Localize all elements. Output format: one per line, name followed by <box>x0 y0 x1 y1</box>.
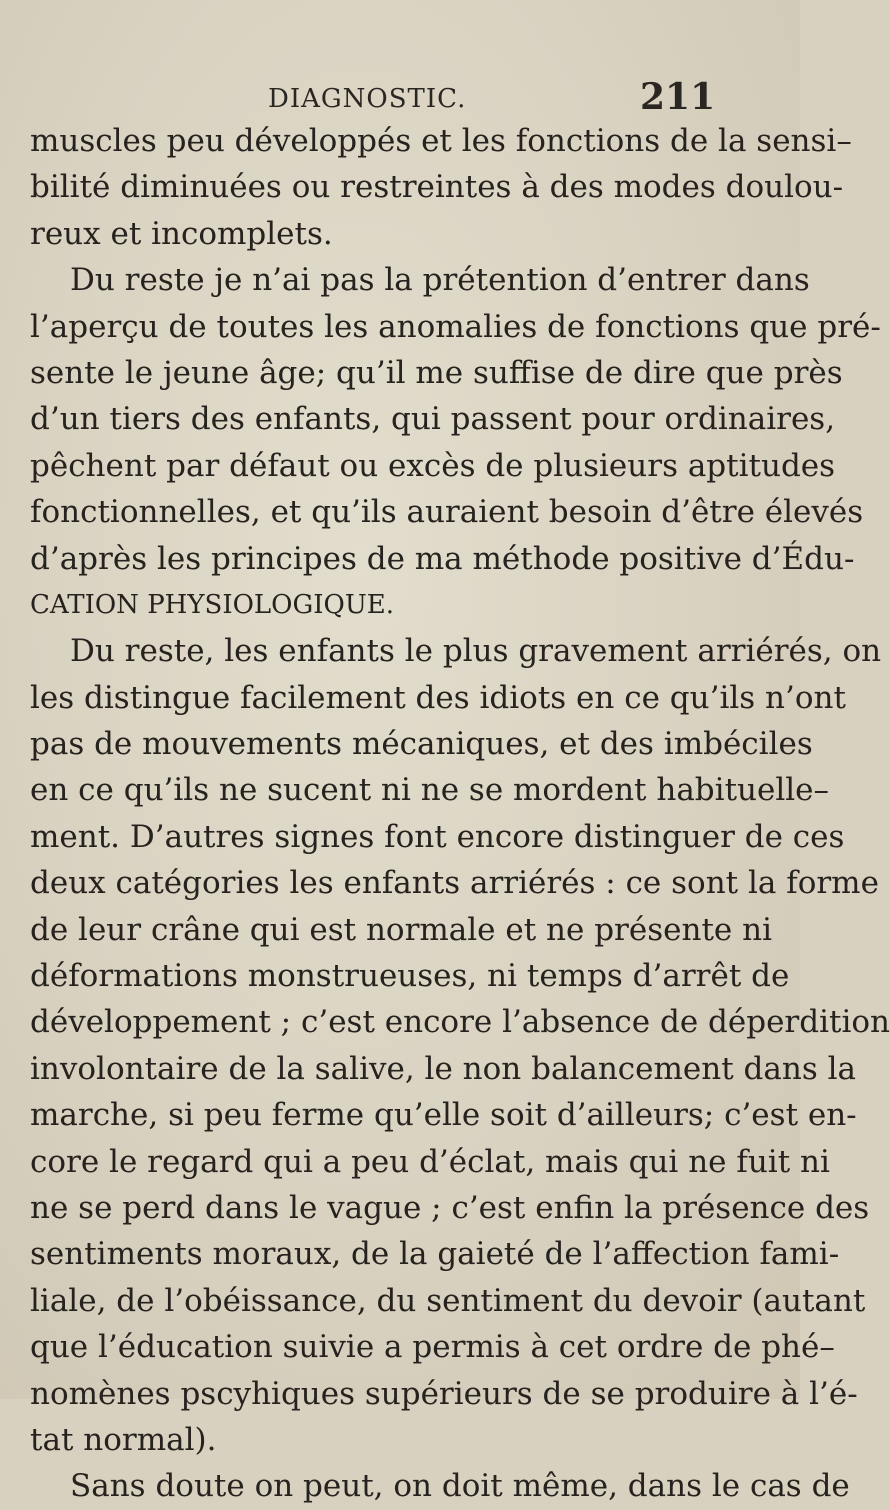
text-line: involontaire de la salive, le non balancement dans la <box>30 1050 856 1087</box>
text-line: en ce qu’ils ne sucent ni ne se mordent habituelle– <box>30 772 830 809</box>
text-line: muscles peu développés et les fonctions de la sensi– <box>30 123 852 159</box>
text-line: fonctionnelles, et qu’ils auraient besoin d’être élevés <box>30 494 864 531</box>
text-line: ment. D’autres signes font encore distinguer de ces <box>30 818 845 855</box>
text-line: pas de mouvements mécaniques, et des imbéciles <box>30 726 813 763</box>
text-line: les distingue facilement des idiots en ce qu’ils n’ont <box>30 679 846 716</box>
text-line: sente le jeune âge; qu’il me suffise de dire que près <box>30 354 843 391</box>
text-line: de leur crâne qui est normale et ne présente ni <box>30 911 772 948</box>
text-line: déformations monstrueuses, ni temps d’arrêt de <box>30 958 790 995</box>
text-line: deux catégories les enfants arriérés : ce sont la forme <box>30 865 879 902</box>
text-line: ne se perd dans le vague ; c’est enfin la présence des <box>30 1189 870 1226</box>
text-line: bilité diminuées ou restreintes à des modes doulou- <box>30 169 844 206</box>
paragraph-start-line: Du reste, les enfants le plus gravement arriérés, on <box>70 633 882 670</box>
text-line: reux et incomplets. <box>30 215 333 252</box>
text-line: nomènes pscyhiques supérieurs de se produire à l’é- <box>30 1375 858 1412</box>
text-line: tat normal). <box>30 1421 217 1458</box>
running-head: DIAGNOSTIC. <box>268 84 467 114</box>
text-line: liale, de l’obéissance, du sentiment du devoir (autant <box>30 1282 866 1319</box>
text-line: core le regard qui a peu d’éclat, mais qui ne fuit ni <box>30 1143 830 1180</box>
text-line: pêchent par défaut ou excès de plusieurs aptitudes <box>30 447 836 484</box>
text-line: développement ; c’est encore l’absence de déperdition <box>30 1004 890 1041</box>
paragraph-start-line: Sans doute on peut, on doit même, dans le cas de <box>70 1468 850 1505</box>
text-line: sentiments moraux, de la gaieté de l’affection fami- <box>30 1236 840 1273</box>
body-text <box>30 118 890 1510</box>
text-line: l’aperçu de toutes les anomalies de fonctions que pré- <box>30 308 881 345</box>
text-line: que l’éducation suivie a permis à cet ordre de phé– <box>30 1329 835 1366</box>
text-line: CATION PHYSIOLOGIQUE. <box>30 589 395 620</box>
paragraph-start-line: Du reste je n’ai pas la prétention d’entrer dans <box>70 262 810 299</box>
text-line: marche, si peu ferme qu’elle soit d’ailleurs; c’est en- <box>30 1097 857 1134</box>
text-line: d’après les principes de ma méthode positive d’Édu- <box>30 540 855 577</box>
text-line: d’un tiers des enfants, qui passent pour ordinaires, <box>30 401 836 438</box>
page-number: 211 <box>640 76 716 118</box>
